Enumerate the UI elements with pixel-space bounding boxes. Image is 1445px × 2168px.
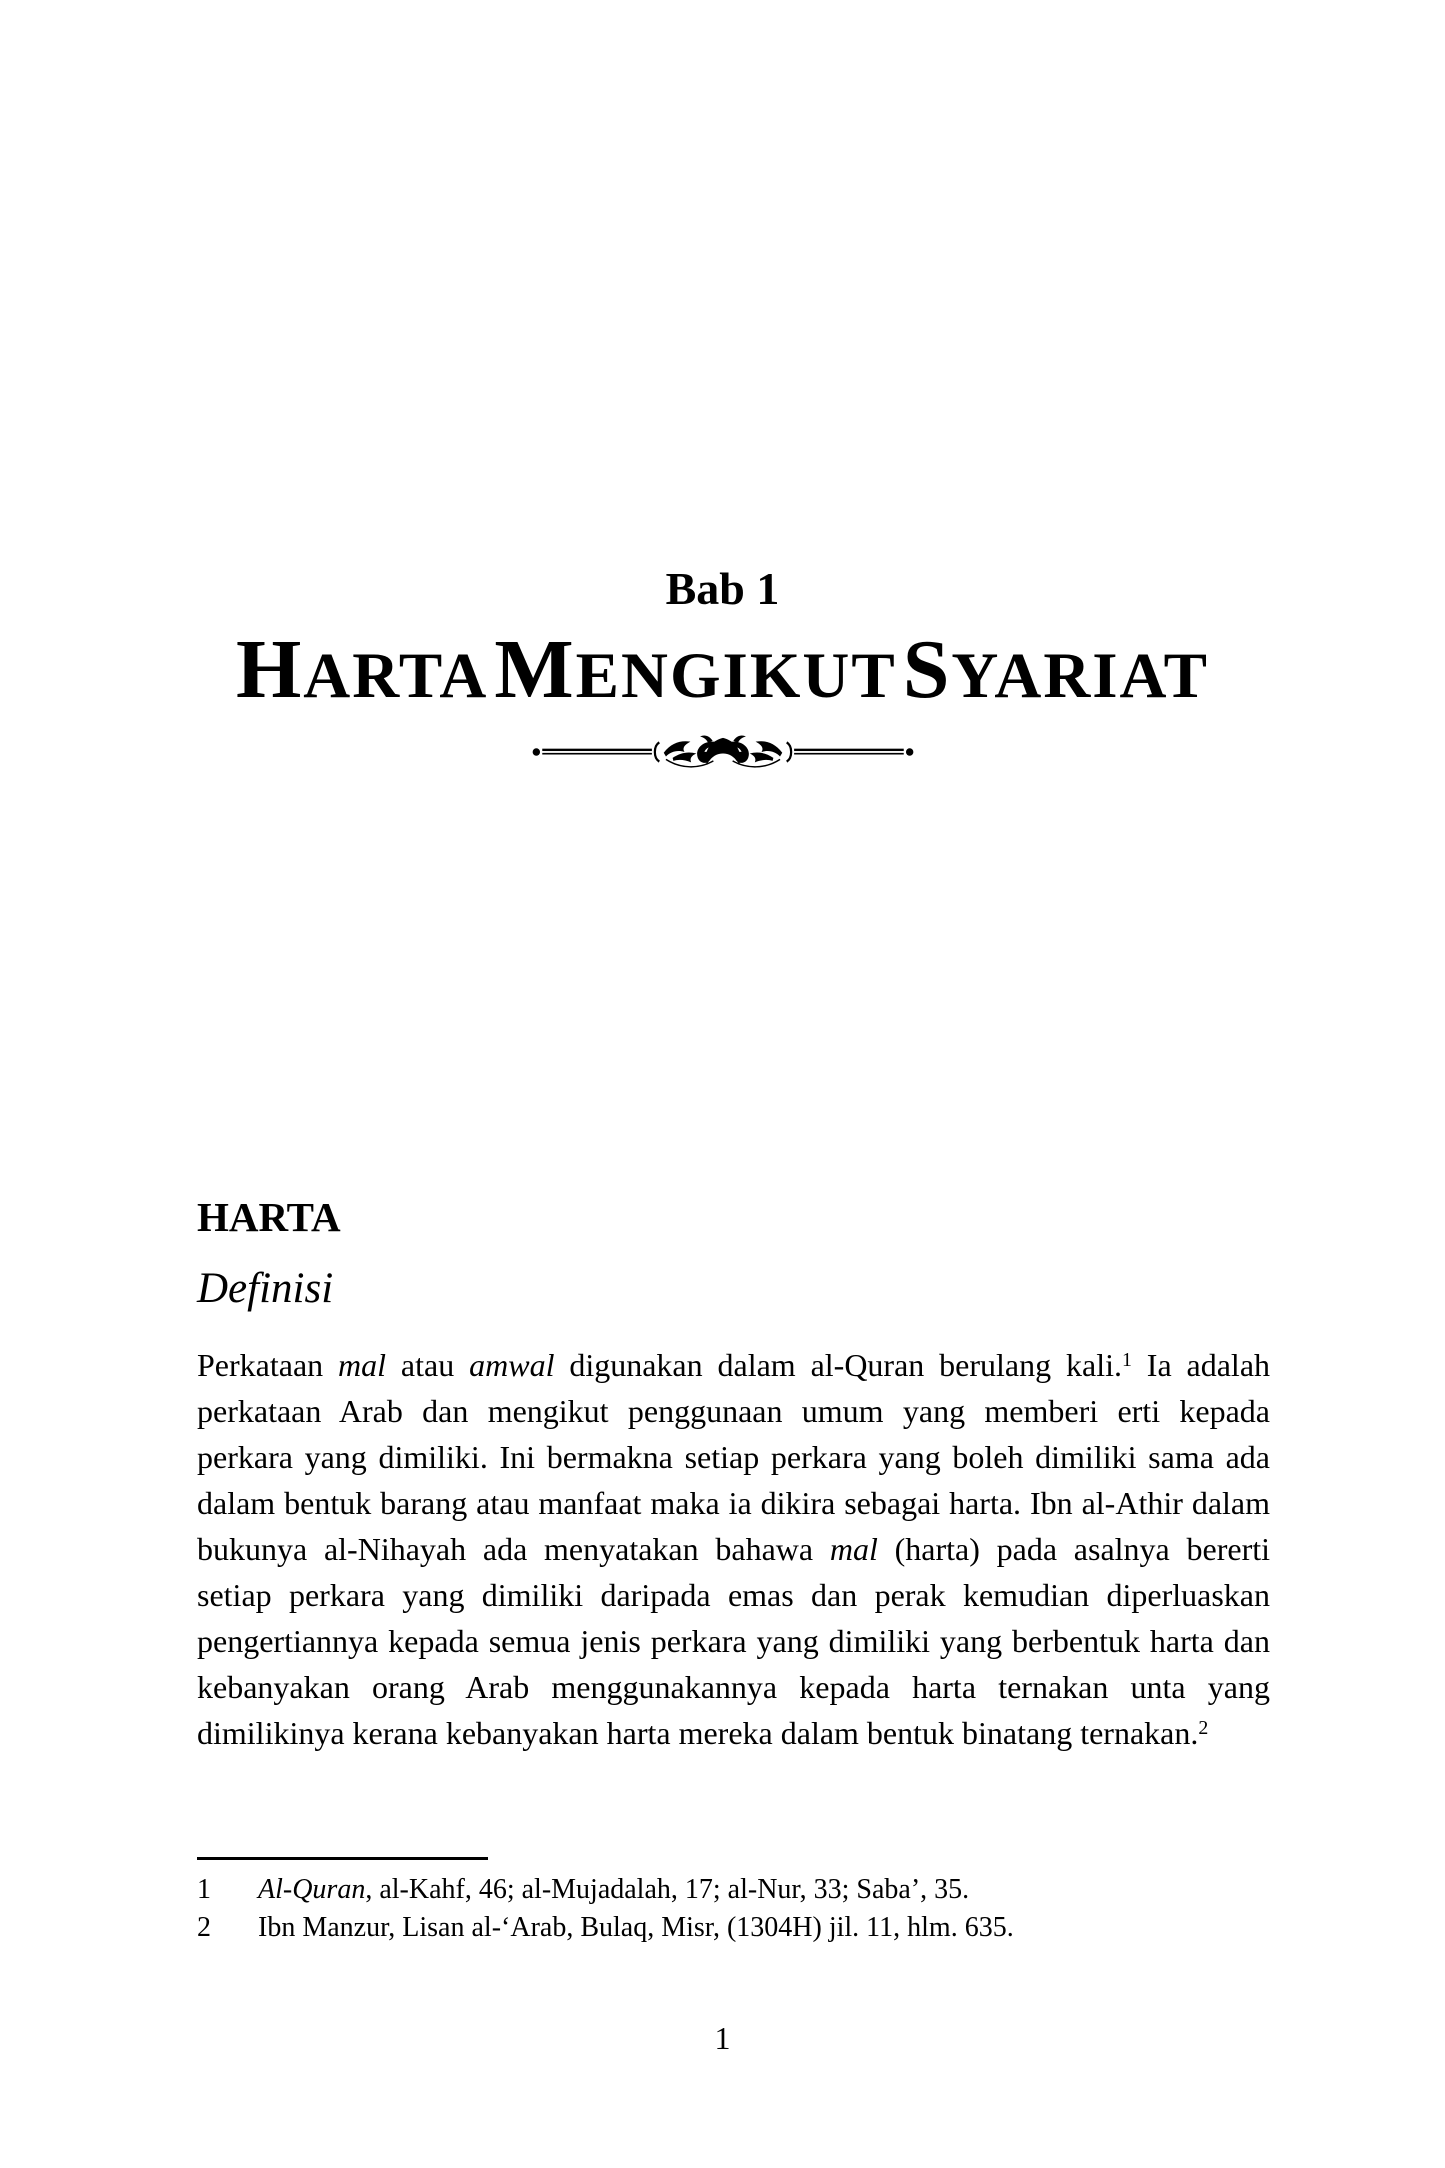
section-heading: HARTA — [197, 1194, 341, 1240]
subsection-heading: Definisi — [197, 1265, 334, 1313]
flourish-divider — [186, 732, 1259, 772]
footnotes — [197, 1857, 1270, 1947]
footnote-number: 1 — [197, 1874, 211, 1905]
chapter-title: HARTA MENGIKUT SYARIAT — [235, 623, 1210, 716]
page-number: 1 — [714, 2020, 731, 2056]
footnote-text: Al-Quran, al-Kahf, 46; al-Mujadalah, 17; al-Nur, 33; Saba’, 35. — [258, 1874, 970, 1905]
footnote-item — [197, 1871, 1270, 1909]
flourish-divider-icon — [527, 732, 919, 772]
footnote-rule — [197, 1857, 488, 1860]
chapter-label: Bab 1 — [665, 563, 780, 614]
section-body — [197, 1196, 1270, 1756]
footnote-item — [197, 1909, 1270, 1947]
chapter-head — [186, 563, 1259, 772]
body-paragraph: Perkataan mal atau amwal digunakan dalam al-Quran berulang kali.$^1$ Ia adalah perkataan Arab dan mengikut penggunaan umum yang memberi erti kepada perkara yang dimiliki. Ini bermakna setiap perkara yang boleh dimiliki sama ada dalam bentuk barang atau manfaat maka ia dikira sebagai harta. Ibn al-Athir dalam bukunya al-Nihayah ada menyatakan bahawa mal (harta) pada asalnya bererti setiap perkara yang dimiliki daripada emas dan perak kemudian diperluaskan pengertiannya kepada semua jenis perkara yang dimiliki yang berbentuk harta dan kebanyakan orang Arab menggunakannya kepada harta ternakan unta yang dimilikinya kerana kebanyakan harta mereka dalam bentuk binatang ternakan.$^2$ — [197, 1347, 1271, 1752]
footnote-text: Ibn Manzur, Lisan al-‘Arab, Bulaq, Misr, (1304H) jil. 11, hlm. 635. — [258, 1912, 1014, 1943]
footnote-number: 2 — [197, 1912, 211, 1943]
